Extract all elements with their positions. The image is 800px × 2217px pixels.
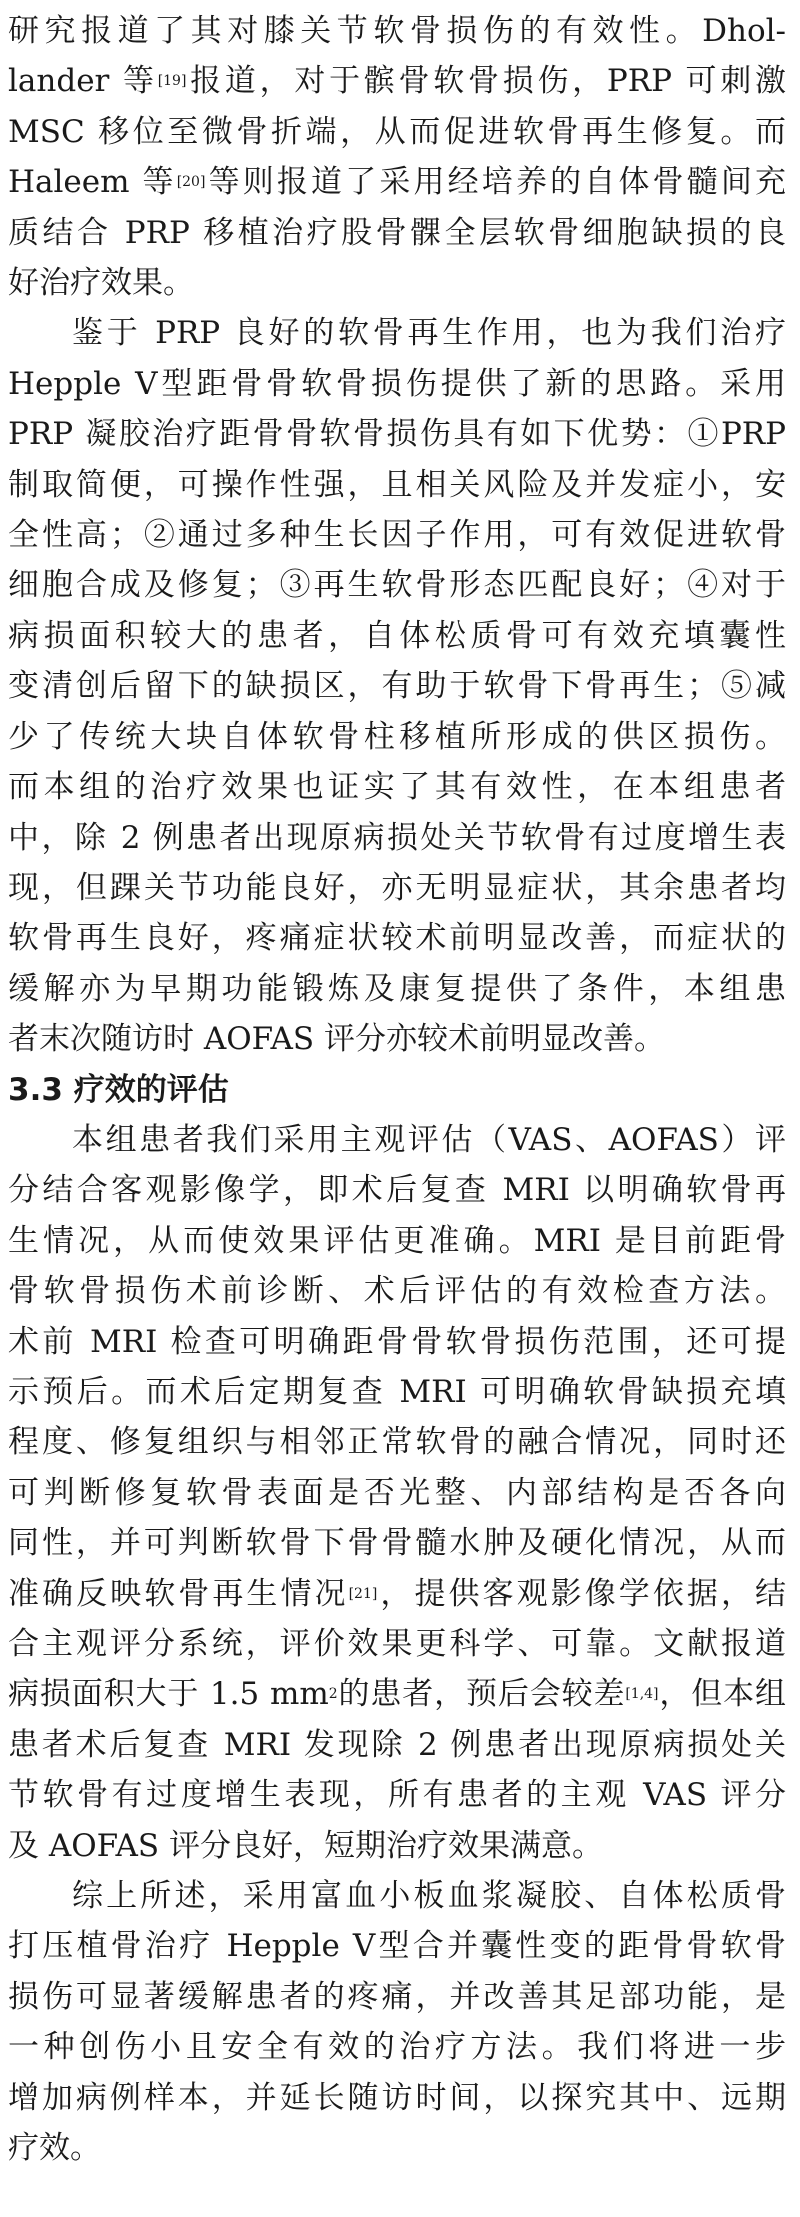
text-run: MSC 移位至微骨折端，从而促进软骨再生修复。而 xyxy=(8,113,786,150)
text-line xyxy=(8,1871,786,1921)
text-run: 现，但踝关节功能良好，亦无明显症状，其余患者均 xyxy=(8,869,786,906)
text-line xyxy=(8,308,786,358)
text-line xyxy=(8,56,786,106)
text-run: 术前 MRI 检查可明确距骨骨软骨损伤范围，还可提 xyxy=(8,1323,786,1360)
text-run: 及 AOFAS 评分良好，短期治疗效果满意。 xyxy=(8,1827,603,1864)
text-run: 示预后。而术后定期复查 MRI 可明确软骨缺损充填 xyxy=(8,1373,786,1410)
text-run: 变清创后留下的缺损区，有助于软骨下骨再生；⑤减 xyxy=(8,668,786,705)
text-run: 的患者，预后会较差 xyxy=(337,1676,626,1713)
text-run: 综上所述，采用富血小板血浆凝胶、自体松质骨 xyxy=(72,1878,786,1915)
text-run: 病损面积大于 1.5 mm xyxy=(8,1676,329,1713)
text-line xyxy=(8,359,786,409)
text-line xyxy=(8,964,786,1014)
article-body xyxy=(8,6,786,2173)
text-line xyxy=(8,1669,786,1719)
text-run: 损伤可显著缓解患者的疼痛，并改善其足部功能，是 xyxy=(8,1978,786,2015)
text-run: 本组患者我们采用主观评估（VAS、AOFAS）评 xyxy=(72,1121,786,1158)
text-run: 好治疗效果。 xyxy=(8,265,194,302)
text-run: 生情况，从而使效果评估更准确。MRI 是目前距骨 xyxy=(8,1222,786,1259)
text-line xyxy=(8,913,786,963)
text-line xyxy=(8,1720,786,1770)
citation-superscript: [1,4] xyxy=(625,1686,659,1703)
text-line xyxy=(8,863,786,913)
text-run: 合主观评分系统，评价效果更科学、可靠。文献报道 xyxy=(8,1626,786,1662)
text-run: 病损面积较大的患者，自体松质骨可有效充填囊性 xyxy=(8,617,786,654)
text-line xyxy=(8,1821,786,1871)
text-line xyxy=(8,611,786,661)
text-line xyxy=(8,1266,786,1316)
text-line xyxy=(8,762,786,812)
text-run: 软骨再生良好，疼痛症状较术前明显改善，而症状的 xyxy=(8,920,786,957)
text-run: 分结合客观影像学，即术后复查 MRI 以明确软骨再 xyxy=(8,1172,786,1209)
text-run: 而本组的治疗效果也证实了其有效性，在本组患者 xyxy=(8,769,786,806)
text-run: 准确反映软骨再生情况 xyxy=(8,1575,349,1612)
text-line xyxy=(8,1317,786,1367)
citation-superscript: [19] xyxy=(157,73,187,90)
text-line xyxy=(8,1569,786,1619)
text-line xyxy=(8,1165,786,1215)
text-run: 等则报道了采用经培养的自体骨髓间充 xyxy=(205,164,787,201)
text-run: 制取简便，可操作性强，且相关风险及并发症小，安 xyxy=(8,466,786,503)
text-line xyxy=(8,157,786,207)
text-run: 少了传统大块自体软骨柱移植所形成的供区损伤。 xyxy=(8,718,786,755)
text-run: 报道，对于髌骨软骨损伤，PRP 可刺激 xyxy=(186,63,786,100)
section-heading xyxy=(8,1065,786,1115)
text-run: 同性，并可判断软骨下骨骨髓水肿及硬化情况，从而 xyxy=(8,1525,786,1562)
text-line xyxy=(8,2123,786,2173)
text-line xyxy=(8,409,786,459)
text-run: 节软骨有过度增生表现，所有患者的主观 VAS 评分 xyxy=(8,1777,786,1814)
text-line xyxy=(8,2022,786,2072)
text-run: 骨软骨损伤术前诊断、术后评估的有效检查方法。 xyxy=(8,1273,786,1310)
text-line xyxy=(8,510,786,560)
text-run: 中，除 2 例患者出现原病损处关节软骨有过度增生表 xyxy=(8,819,786,856)
text-line xyxy=(8,560,786,610)
text-run: Hepple Ⅴ型距骨骨软骨损伤提供了新的思路。采用 xyxy=(8,365,786,402)
text-run: 疗效。 xyxy=(8,2130,101,2167)
text-line xyxy=(8,2073,786,2123)
text-line xyxy=(8,107,786,157)
text-run: 全性高；②通过多种生长因子作用，可有效促进软骨 xyxy=(8,517,786,554)
text-run: 3.3 疗效的评估 xyxy=(8,1071,229,1108)
text-run: 程度、修复组织与相邻正常软骨的融合情况，同时还 xyxy=(8,1424,786,1461)
text-run: 打压植骨治疗 Hepple Ⅴ型合并囊性变的距骨骨软骨 xyxy=(8,1928,787,1965)
text-line xyxy=(8,1115,786,1165)
text-line xyxy=(8,1518,786,1568)
text-run: lander 等 xyxy=(8,63,158,100)
text-run: 鉴于 PRP 良好的软骨再生作用，也为我们治疗 xyxy=(72,315,786,352)
text-line xyxy=(8,1417,786,1467)
text-run: ，但本组 xyxy=(658,1676,786,1713)
text-run: 研究报道了其对膝关节软骨损伤的有效性。Dhol- xyxy=(8,13,786,49)
text-line xyxy=(8,1216,786,1266)
text-line xyxy=(8,1619,786,1669)
text-line xyxy=(8,1972,786,2022)
text-run: 患者术后复查 MRI 发现除 2 例患者出现原病损处关 xyxy=(8,1726,786,1763)
citation-superscript: [21] xyxy=(348,1585,378,1602)
text-run: 可判断修复软骨表面是否光整、内部结构是否各向 xyxy=(8,1474,786,1511)
text-run: 质结合 PRP 移植治疗股骨髁全层软骨细胞缺损的良 xyxy=(8,214,786,251)
text-run: 细胞合成及修复；③再生软骨形态匹配良好；④对于 xyxy=(8,567,786,604)
text-line xyxy=(8,6,786,56)
text-line xyxy=(8,208,786,258)
text-run: 者末次随访时 AOFAS 评分亦较术前明显改善。 xyxy=(8,1021,665,1058)
text-line xyxy=(8,1770,786,1820)
text-line xyxy=(8,1468,786,1518)
citation-superscript: [20] xyxy=(176,174,206,191)
text-run: PRP 凝胶治疗距骨骨软骨损伤具有如下优势：①PRP xyxy=(8,416,786,453)
text-line xyxy=(8,1921,786,1971)
text-run: 增加病例样本，并延长随访时间，以探究其中、远期 xyxy=(8,2079,786,2116)
text-line xyxy=(8,1014,786,1064)
citation-superscript: 2 xyxy=(328,1686,338,1703)
text-run: 缓解亦为早期功能锻炼及康复提供了条件，本组患 xyxy=(8,970,786,1007)
text-line xyxy=(8,258,786,308)
text-line xyxy=(8,1367,786,1417)
text-line xyxy=(8,661,786,711)
text-line xyxy=(8,813,786,863)
text-line xyxy=(8,460,786,510)
text-run: Haleem 等 xyxy=(8,164,177,201)
text-line xyxy=(8,712,786,762)
text-run: ，提供客观影像学依据，结 xyxy=(377,1575,787,1612)
text-run: 一种创伤小且安全有效的治疗方法。我们将进一步 xyxy=(8,2029,786,2066)
